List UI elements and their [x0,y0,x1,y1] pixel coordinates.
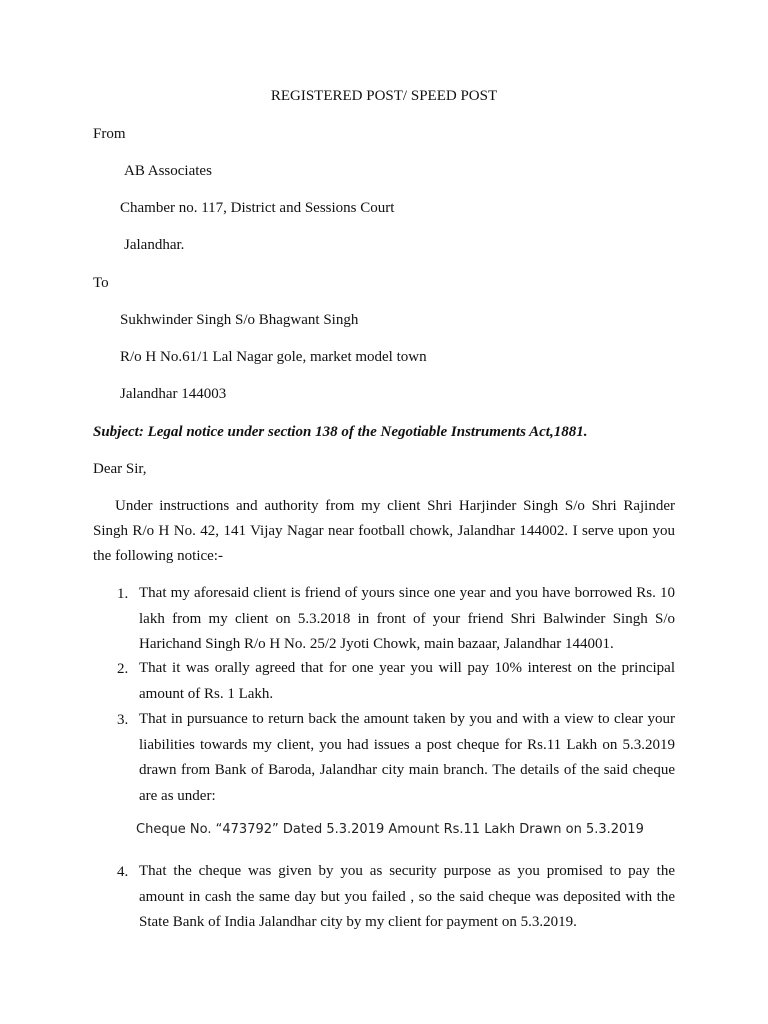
sender-address: Chamber no. 117, District and Sessions Court [120,200,395,216]
recipient-city: Jalandhar 144003 [120,386,227,402]
list-number: 4. [117,864,129,880]
salutation: Dear Sir, [93,461,147,477]
list-text: That the cheque was given by you as security purpose as you promised to pay the amount in cash the same day but you failed , so the said cheque was deposited with the State Bank of India Jalandhar city by my client for payment on 5.3.2019. [139,863,675,930]
sender-name: AB Associates [124,163,212,179]
sender-city: Jalandhar. [124,237,185,253]
list-text: That it was orally agreed that for one year you will pay 10% interest on the principal amount of Rs. 1 Lakh. [139,660,675,702]
recipient-name: Sukhwinder Singh S/o Bhagwant Singh [120,312,359,328]
from-label: From [93,126,126,142]
list-text: That my aforesaid client is friend of yours since one year and you have borrowed Rs. 10 lakh from my client on 5.3.2018 in front of your friend Shri Balwinder Singh S/o Harichand Singh R/o H No. 25/2 Jyoti Chowk, main bazaar, Jalandhar 144001. [139,585,675,652]
recipient-address: R/o H No.61/1 Lal Nagar gole, market model town [120,349,427,365]
list-number: 1. [117,586,129,602]
document-title: REGISTERED POST/ SPEED POST [270,88,498,104]
intro-paragraph: Under instructions and authority from my client Shri Harjinder Singh S/o Shri Rajinder Singh R/o H No. 42, 141 Vijay Nagar near football chowk, Jalandhar 144002. I serve upon you the following notice:- [93,498,675,564]
to-label: To [93,275,109,291]
list-text: That in pursuance to return back the amount taken by you and with a view to clear your liabilities towards my client, you had issues a post cheque for Rs.11 Lakh on 5.3.2019 drawn from Bank of Baroda, Jalandhar city main branch. The details of the said cheque are as under: [139,711,675,804]
list-number: 2. [117,661,129,677]
cheque-details: Cheque No. “473792” Dated 5.3.2019 Amount Rs.11 Lakh Drawn on 5.3.2019 [136,822,644,837]
notice-subject: Subject: Legal notice under section 138 of the Negotiable Instruments Act,1881. [93,424,588,440]
list-number: 3. [117,712,129,728]
